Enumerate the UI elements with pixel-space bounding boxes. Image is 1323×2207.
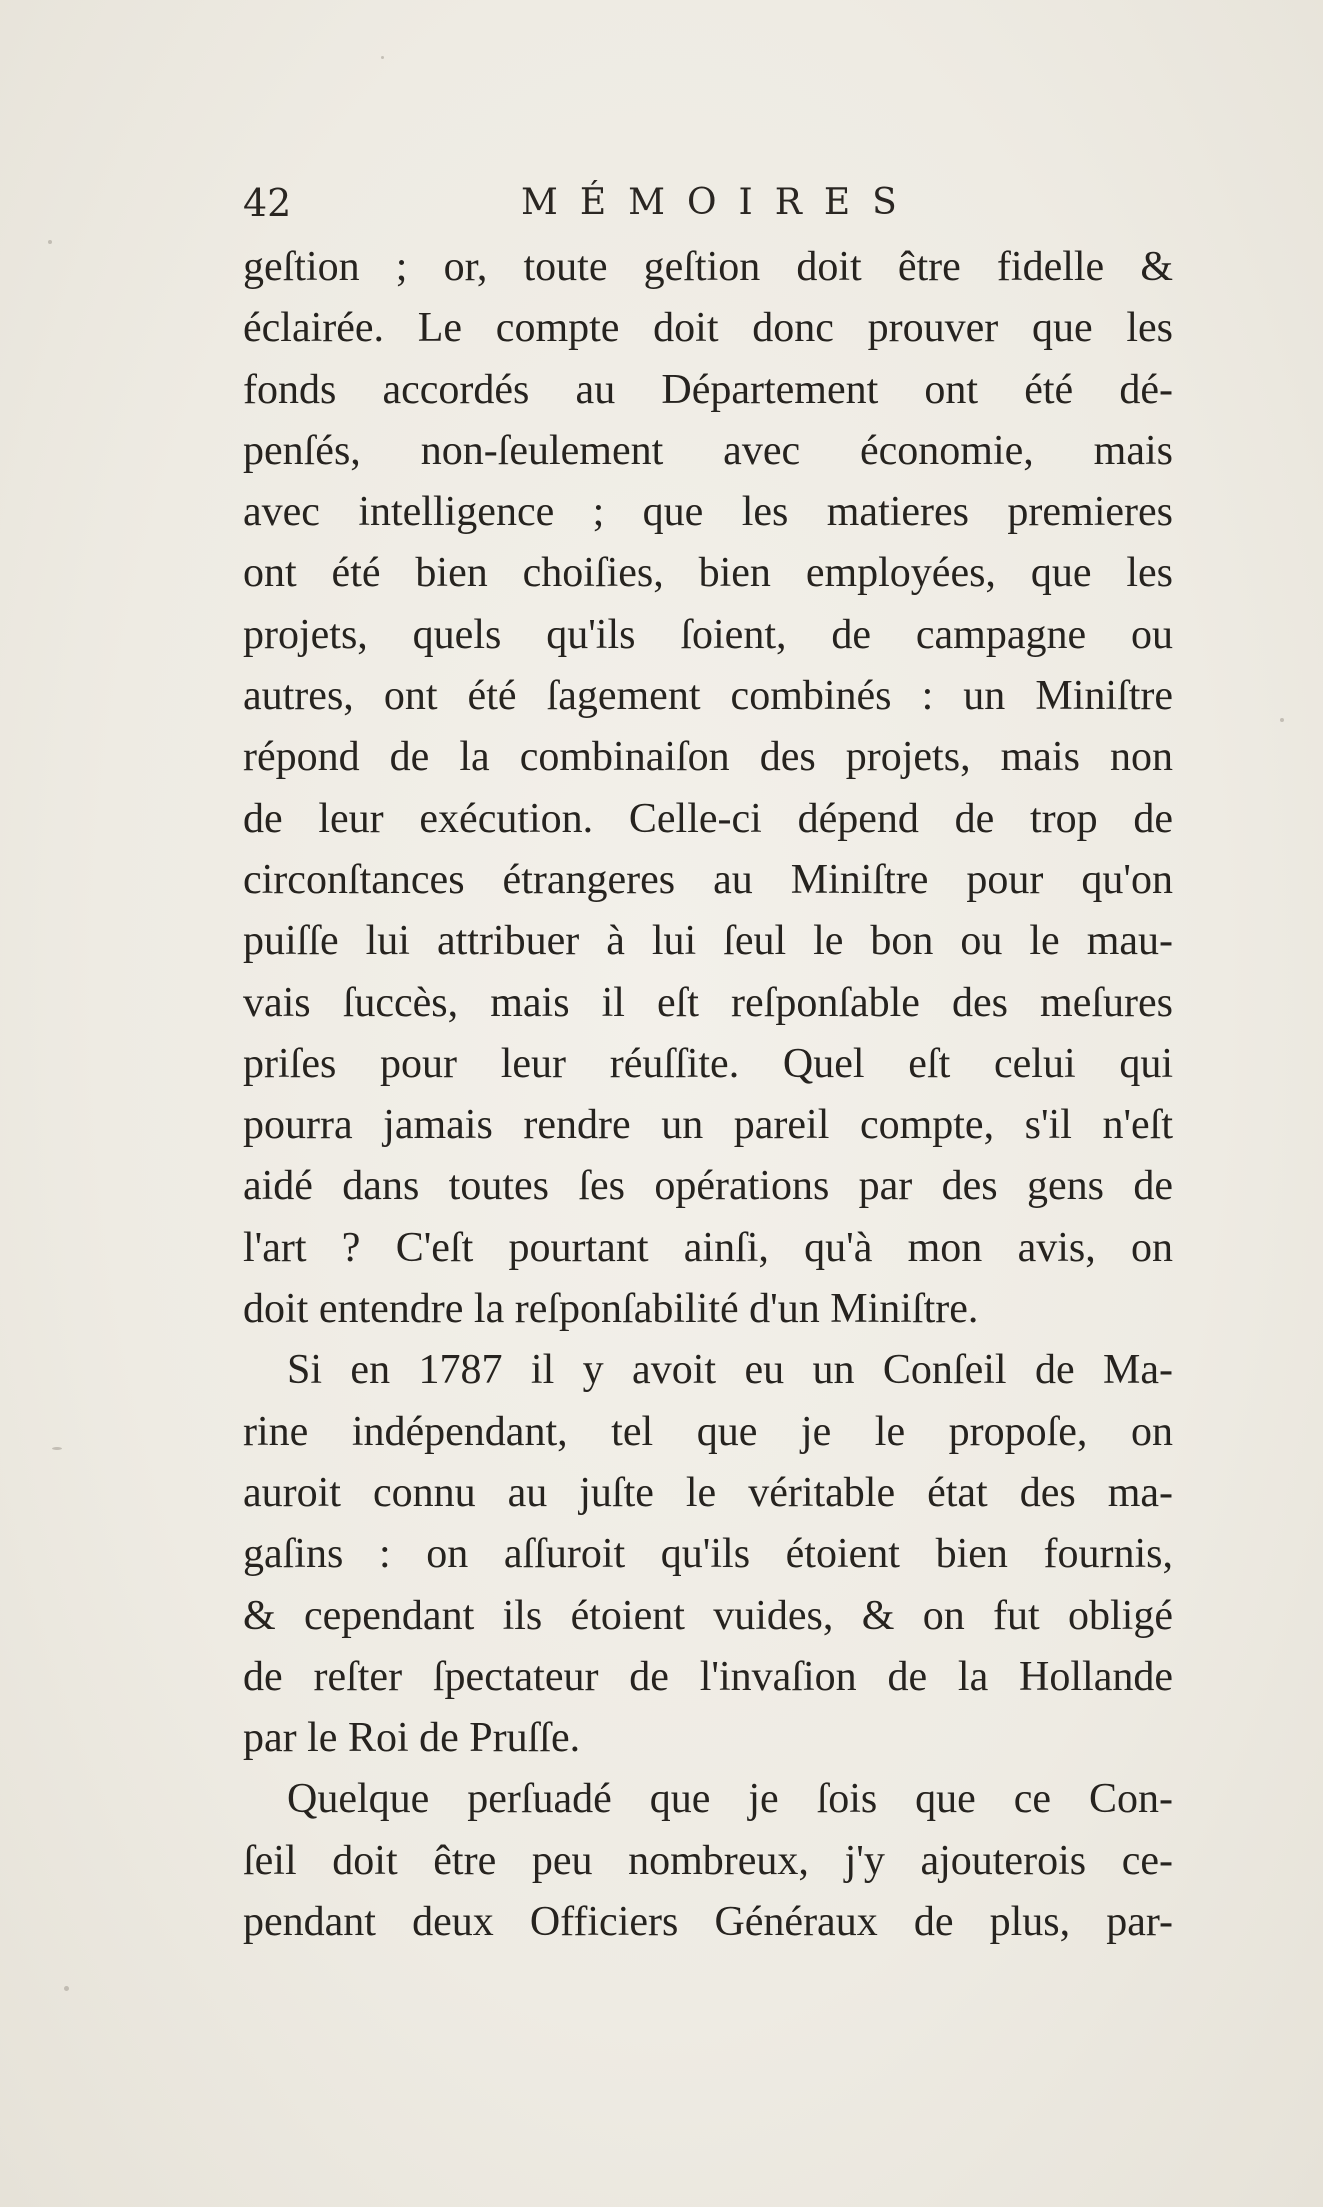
body-text: [243, 237, 1173, 1953]
text-line: de reſter ſpectateur de l'invaſion de la Hollande: [243, 1653, 1173, 1700]
text-line: par le Roi de Pruſſe.: [243, 1715, 581, 1762]
text-line: ont été bien choiſies, bien employées, que les: [243, 550, 1173, 597]
text-line: Quelque perſuadé que je ſois que ce Con-: [287, 1776, 1173, 1823]
text-line: vais ſuccès, mais il eſt reſponſable des meſures: [243, 979, 1173, 1026]
page-number: 42: [243, 181, 292, 225]
text-line: autres, ont été ſagement combinés : un Miniſtre: [243, 673, 1173, 720]
text-line: rine indépendant, tel que je le propoſe, on: [243, 1408, 1173, 1455]
text-line: fonds accordés au Département ont été dé-: [243, 366, 1173, 413]
text-line: pendant deux Officiers Généraux de plus, par-: [243, 1899, 1173, 1946]
text-line: Si en 1787 il y avoit eu un Conſeil de Ma-: [287, 1347, 1173, 1394]
text-line: répond de la combinaiſon des projets, mais non: [243, 734, 1173, 781]
running-head: [243, 178, 1143, 238]
paper-speck: [52, 1447, 62, 1450]
text-line: de leur exécution. Celle-ci dépend de trop de: [243, 795, 1173, 842]
text-line: & cependant ils étoient vuides, & on fut obligé: [243, 1592, 1173, 1639]
text-line: auroit connu au juſte le véritable état des ma-: [243, 1469, 1173, 1516]
text-line: doit entendre la reſponſabilité d'un Miniſtre.: [243, 1286, 979, 1333]
paper-speck: [64, 1986, 69, 1991]
text-line: pourra jamais rendre un pareil compte, s'il n'eſt: [243, 1102, 1173, 1149]
text-line: projets, quels qu'ils ſoient, de campagne ou: [243, 611, 1173, 658]
text-line: éclairée. Le compte doit donc prouver que les: [243, 305, 1173, 352]
running-title: MÉMOIRES: [521, 182, 919, 223]
text-line: priſes pour leur réuſſite. Quel eſt celui qui: [243, 1040, 1173, 1087]
text-line: gaſins : on aſſuroit qu'ils étoient bien fournis,: [243, 1531, 1173, 1578]
text-line: geſtion ; or, toute geſtion doit être fidelle &: [243, 244, 1173, 290]
paper-speck: [381, 56, 384, 59]
text-line: l'art ? C'eſt pourtant ainſi, qu'à mon avis, on: [243, 1224, 1173, 1271]
text-line: circonſtances étrangeres au Miniſtre pour qu'on: [243, 856, 1173, 903]
paper-speck: [48, 240, 52, 244]
text-line: avec intelligence ; que les matieres premieres: [243, 489, 1173, 536]
paper-speck: [1280, 718, 1284, 722]
text-line: aidé dans toutes ſes opérations par des gens de: [243, 1163, 1173, 1210]
text-line: penſés, non-ſeulement avec économie, mais: [243, 427, 1173, 474]
text-line: puiſſe lui attribuer à lui ſeul le bon ou le mau-: [243, 918, 1173, 965]
text-line: ſeil doit être peu nombreux, j'y ajouterois ce-: [243, 1837, 1173, 1884]
